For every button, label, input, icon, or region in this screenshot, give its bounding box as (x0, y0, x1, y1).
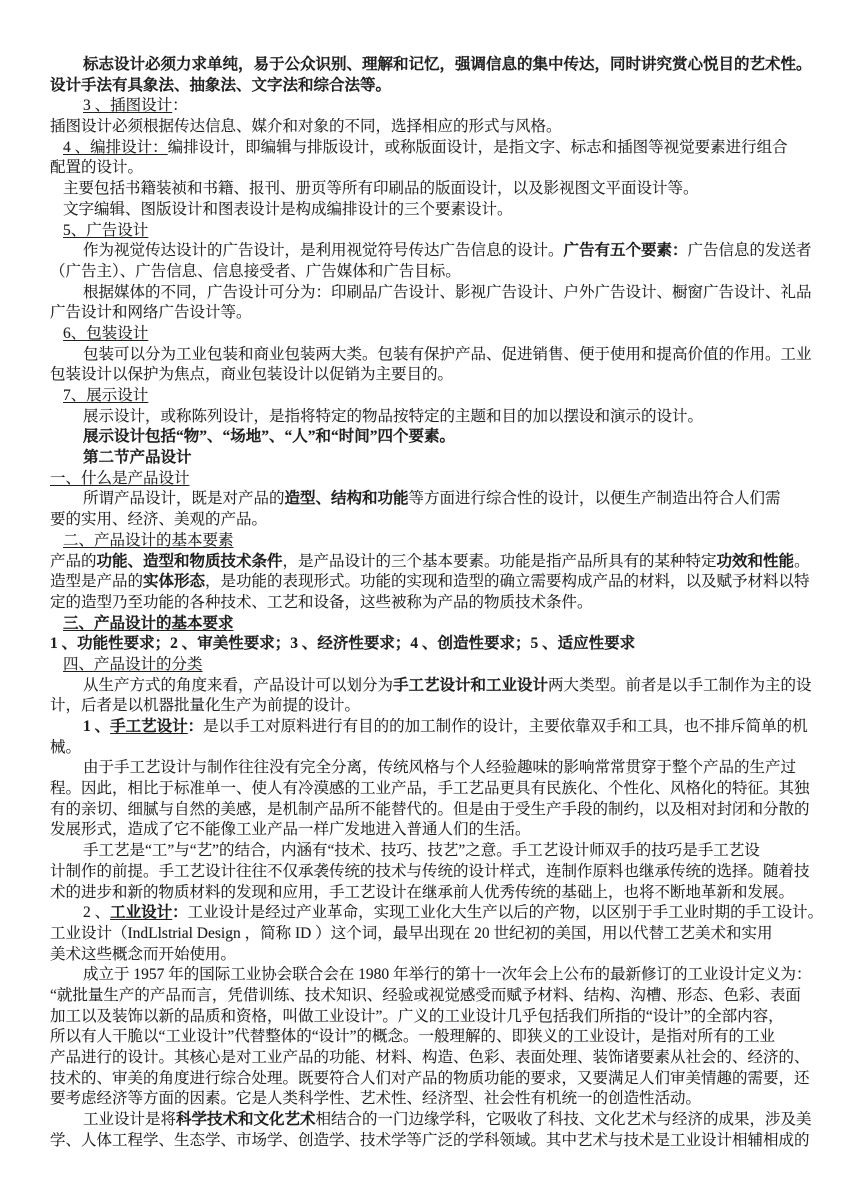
text-segment: 包装可以分为工业包装和商业包装两大类。包装有保护产品、促进销售、便于使用和提高价值的作用。工业 (83, 345, 812, 363)
text-segment: 工业设计 (110, 904, 173, 922)
text-segment: 从生产方式的角度来看，产品设计可以划分为 (83, 676, 394, 694)
text-segment: 配置的设计。 (50, 159, 144, 177)
text-line (50, 241, 816, 262)
text-line (50, 427, 816, 448)
text-segment: 7、展示设计 (63, 387, 149, 404)
text-segment: 插图设计必须根据传达信息、媒介和对象的不同，选择相应的形式与风格。 (50, 118, 562, 136)
page-text (50, 55, 824, 1151)
text-line (50, 158, 816, 179)
text-line (50, 552, 816, 573)
text-line (50, 489, 816, 510)
text-line (50, 386, 816, 407)
text-line (50, 55, 816, 76)
text-line (50, 283, 816, 304)
text-segment: 三、产品设计的基本要求 (63, 614, 234, 632)
text-line (50, 324, 816, 345)
text-segment: 计，后者是以机器批量化生产为前提的设计。 (50, 697, 361, 715)
text-segment: 科学技术和文化艺术 (176, 1111, 316, 1129)
text-segment: 两大类型。前者是以手工制作为主的设 (548, 676, 812, 694)
text-line (50, 965, 816, 986)
text-segment: 手工艺设计和工业设计 (393, 676, 549, 694)
text-segment: 产品的 (50, 552, 97, 570)
text-line (50, 883, 816, 904)
text-segment: 1 、功能性要求；2 、审美性要求；3 、经济性要求；4 、创造性要求；5 、适应性要求 (50, 635, 636, 653)
text-line (50, 1027, 816, 1048)
text-line (50, 96, 816, 117)
text-segment: 计制作的前提。手工艺设计往往不仅承袭传统的技术与传统的设计样式，连制作原料也继承传统的选择。随着技 (50, 862, 810, 880)
text-segment: 加工以及装饰以新的品质和资格，叫做工业设计”。广义的工业设计几乎包括我们所指的“设计”的全部内容， (50, 1007, 784, 1025)
text-segment: 主要包括书籍装祯和书籍、报刊、册页等所有印刷品的版面设计，以及影视图文平面设计等。 (63, 180, 699, 198)
text-segment: 。 (794, 552, 810, 570)
text-line (50, 655, 816, 676)
text-line (50, 738, 816, 759)
text-line (50, 179, 816, 200)
text-line (50, 117, 816, 138)
text-line (50, 758, 816, 779)
text-segment: 工业设计是将 (83, 1111, 177, 1129)
text-segment: 包装设计以保护为焦点，商业包装设计以促销为主要目的。 (50, 366, 454, 384)
text-line (50, 407, 816, 428)
text-segment: ，是功能的表现形式。功能的实现和造型的确立需要构成产品的材料，以及赋予材料以特 (205, 573, 810, 591)
text-line (50, 76, 816, 97)
text-segment: 设计手法有具象法、抽象法、文字法和综合法等。 (50, 76, 392, 94)
text-segment: 4 、编排设计： (63, 138, 168, 156)
text-segment: 术的进步和新的物质材料的发现和应用，手工艺设计在继承前人优秀传统的基础上，也将不断地革新和发展。 (50, 883, 795, 901)
text-segment: 1 、 (83, 718, 111, 735)
text-segment: 标志设计必须力求单纯，易于公众识别、理解和记忆，强调信息的集中传达，同时讲究赏心悦目的艺术性。 (83, 56, 812, 73)
text-line (50, 800, 816, 821)
text-segment: ，是产品设计的三个基本要素。功能是指产品所具有的某种特定 (282, 552, 717, 570)
text-line (50, 303, 816, 324)
text-segment: 二、产品设计的基本要素 (63, 531, 234, 549)
text-segment: ： (187, 718, 204, 735)
text-line (50, 696, 816, 717)
text-segment: 编排设计，即编辑与排版设计，或称版面设计，是指文字、标志和插图等视觉要素进行组合 (167, 138, 788, 156)
text-segment: 展示设计，或称陈列设计，是指将特定的物品按特定的主题和目的加以摆设和演示的设计。 (83, 407, 704, 425)
text-line (50, 221, 816, 242)
text-line (50, 1069, 816, 1090)
text-line (50, 593, 816, 614)
text-line (50, 1131, 816, 1152)
text-segment: 由于手工艺设计与制作往往没有完全分离，传统风格与个人经验趣味的影响常常贯穿于整个产品的生产过 (83, 759, 797, 777)
text-segment: 械。 (50, 738, 82, 756)
text-segment: 工业设计是经过产业革命，实现工业化大生产以后的产物，以区别于手工业时期的手工设计。 (187, 904, 824, 922)
text-line (50, 510, 816, 531)
text-segment: 广告设计和网络广告设计等。 (50, 304, 252, 322)
text-line (50, 1089, 816, 1110)
text-segment: “就批量生产的产品而言，凭借训练、技术知识、经验或视觉感受而赋予材料、结构、沟槽、形态、色彩、表面 (50, 986, 801, 1004)
text-segment: 手工艺设计 (110, 718, 188, 735)
text-segment: 2 、 (83, 904, 111, 922)
text-segment: 所以有人干脆以“工业设计”代替整体的“设计”的概念。一般理解的、即狭义的工业设计，是指对所有的工业 (50, 1028, 776, 1046)
text-segment: 产品进行的设计。其核心是对工业产品的功能、材料、构造、色彩、表面处理、装饰诸要素从社会的、经济的、 (50, 1049, 810, 1066)
text-segment: 等方面进行综合性的设计，以便生产制造出符合人们需 (408, 490, 781, 508)
text-segment: 3 、插图设计 (83, 97, 173, 115)
text-segment: 实体形态 (143, 573, 206, 591)
text-segment: 定的造型乃至功能的各种技术、工艺和设备，这些被称为产品的物质技术条件。 (50, 593, 593, 611)
text-line (50, 345, 816, 366)
text-line (50, 1110, 816, 1131)
text-segment: 一、什么是产品设计 (50, 469, 190, 487)
text-segment: 手工艺是“工”与“艺”的结合，内涵有“技术、技巧、技艺”之意。手工艺设计师双手的技巧是手工艺设 (83, 842, 760, 860)
text-line (50, 262, 816, 283)
text-line (50, 903, 824, 924)
text-line (50, 820, 816, 841)
text-segment: 美术这些概念而开始使用。 (50, 945, 237, 963)
text-line (50, 531, 816, 552)
text-segment: ： (172, 97, 188, 115)
text-segment: 文字编辑、图版设计和图表设计是构成编排设计的三个要素设计。 (63, 200, 513, 218)
text-segment: 功能、造型和物质技术条件 (96, 552, 283, 570)
text-line (50, 200, 816, 221)
text-segment: 5、广告设计 (63, 221, 149, 239)
text-line (50, 1048, 816, 1069)
text-segment: 展示设计包括“物”、“场地”、“人”和“时间”四个要素。 (83, 428, 456, 446)
text-segment: 学、人体工程学、生态学、市场学、创造学、技术学等广泛的学科领域。其中艺术与技术是工业设计相辅相成的 (50, 1131, 810, 1149)
text-segment: 工业设计（IndLlstrial Design ，简称 ID ）这个词，最早出现在 20 世纪初的美国，用以代替工艺美术和实用 (50, 924, 773, 942)
text-segment: 第二节产品设计 (83, 449, 192, 467)
text-segment: 造型、结构和功能 (284, 490, 409, 508)
text-line (50, 448, 816, 469)
text-segment: 要考虑经济等方面的因素。它是人类科学性、艺术性、经济型、社会性有机统一的创造性活动。 (50, 1090, 702, 1108)
text-segment: 根据媒体的不同，广告设计可分为：印刷品广告设计、影视广告设计、户外广告设计、橱窗广告设计、礼品 (83, 283, 812, 301)
text-segment: 技术的、审美的角度进行综合处理。既要符合人们对产品的物质功能的要求，又要满足人们审美情趣的需要，还 (50, 1069, 810, 1087)
text-segment: 所谓产品设计，既是对产品的 (83, 490, 285, 508)
text-line (50, 862, 816, 883)
text-line (50, 614, 816, 635)
text-segment: 相结合的一门边缘学科，它吸收了科技、文化艺术与经济的成果，涉及美 (315, 1111, 812, 1129)
text-line (50, 469, 816, 490)
text-segment: 发展形式，造成了它不能像工业产品一样广发地进入普通人们的生活。 (50, 821, 531, 839)
text-line (50, 779, 816, 800)
text-line (50, 924, 816, 945)
text-segment: 广告信息的发送者 (687, 242, 812, 260)
text-line (50, 841, 816, 862)
text-segment: （广告主）、广告信息、信息接受者、广告媒体和广告目标。 (50, 262, 461, 280)
text-segment: 作为视觉传达设计的广告设计，是利用视觉符号传达广告信息的设计。 (83, 242, 564, 260)
text-line (50, 634, 816, 655)
text-segment: 功效和性能 (716, 552, 795, 570)
text-segment: ： (172, 904, 188, 922)
text-segment: 广告有五个要素： (563, 242, 688, 260)
text-line (50, 365, 816, 386)
text-line (50, 1007, 816, 1028)
text-segment: 造型是产品的 (50, 573, 144, 591)
text-line (50, 717, 816, 738)
text-line (50, 986, 816, 1007)
text-segment: 要的实用、经济、美观的产品。 (50, 511, 268, 529)
text-segment: 成立于 1957 年的国际工业协会联合会在 1980 年举行的第十一次年会上公布的最新修订的工业设计定义为： (83, 966, 812, 984)
text-segment: 6、包装设计 (63, 324, 149, 342)
text-segment: 有的亲切、细腻与自然的美感，是机制产品所不能替代的。但是由于受生产手段的制约，以及相对封闭和分散的 (50, 800, 810, 818)
text-line (50, 138, 816, 159)
text-segment: 程。因此，相比于标准单一、使人有冷漠感的工业产品，手工艺品更具有民族化、个性化、风格化的特征。其独 (50, 780, 810, 798)
text-segment: 是以手工对原料进行有目的的加工制作的设计，主要依靠双手和工具，也不排斥简单的机 (203, 718, 808, 735)
text-line (50, 945, 816, 966)
text-segment: 四、产品设计的分类 (63, 655, 203, 673)
text-line (50, 676, 816, 697)
text-line (50, 572, 816, 593)
